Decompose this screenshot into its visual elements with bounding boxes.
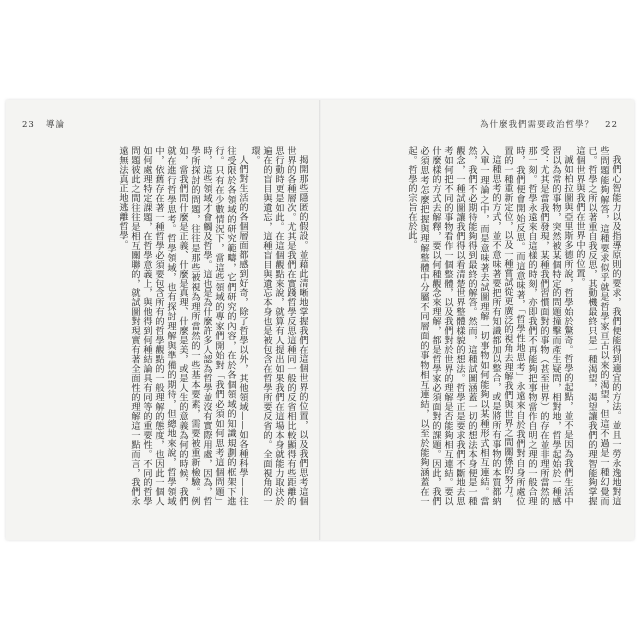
left-running-head xyxy=(22,118,65,130)
left-section-title: 導論 xyxy=(45,120,65,130)
left-page-body xyxy=(46,146,308,506)
book-spread xyxy=(6,100,634,540)
right-page-body xyxy=(351,146,621,506)
left-page-number: 23 xyxy=(22,120,35,130)
right-paragraph: 我們心智能力以及指導原則的要求，我們便能得到適宜的方法。並且一勞永逸地對這些問題能夠解答，這種要求似乎就是哲學家亘古以來的渴望，但這不過是一種幻覺而已。哲學之所以著重自我反思，其動機最終只是一種渴望，渴望讓我們的理智能夠掌握這個世界與我們在世界中的位置。 xyxy=(574,146,621,506)
right-running-head xyxy=(480,118,618,130)
left-paragraph: 人們對生活的各個層面都感到好奇，除了哲學以外，其他領域——如各種科學——往往受限於各領域的研究範疇，它們研究的內容，在於各個領域的知識規劃的框架下進行。只有在少數情況下，當這些領域的專家們開始對「我們必須如何思考這個問題」時，這些領域才會觸及哲學。這也是為什麼許多人認為哲學並沒有實際用處，因為，哲學所探討的問題，往往是那些被視為理所當然的一些基本要素，需要被重新檢驗。例如，當我們問什麼是正義、什麼是真理、什麼是美，或是人生的意義為何的時候，我們就在進行哲學思考。哲學領域，也有探討理解與準備的期待，但總地來說，哲學領域中，依舊存在著一種哲學必須要包含所有的哲學觀點的一般理解的態度，也因此一個人如何處理特定課題，在哲學意義上，與他得到何種結論具有同等的重要性。不同的哲學問題彼此之間往往是相互關聯的，就試圖對現實有著全面性的理解這一點而言，我們永遠無法真正地逃離哲學。 xyxy=(117,146,248,506)
left-paragraph: 揭開那些隱匿的假設。並藉此清晰地掌握我們在這個世界的位置，以及我們思考這個世界的各種層次。尤其是我們在實踐哲學反思這種同一般的反省相比較顯得有些距離的思行動時更是如此。在這個觀點來說，就算有人提出如果我們在這場本身就能力取決於遍在的盲目與遺忘，這種盲目與遺忘本身也是被包含在哲學所要反省的。全面視角的一環。 xyxy=(249,146,308,506)
book-gutter xyxy=(319,100,321,540)
right-paragraph: 這種思考的方式，並不意味著要把所有知識都加以整合，或是將所有事物的本質都納入單一理論之中，而是意味著去試圖理解一切事物如何能夠以某種形式相互連結。當然，我們不必期待能夠得到最終的解答。然而，這種試圖涵蓋一切的想法本身便是一種觀念，一種試圖讓我們得以看清楚世界整體樣貌的想法。哲學正是要求我們不斷地去思考如何把不同的事物看作一個整體，以及我們對於世界的理解是否能夠相互連結。要以什麼樣的方式去解釋，要以何種觀念來理解，都是哲學家必須面對的課題。因此，我們必須思考怎麼把握與理解整體中分屬不同層面的事物相互連結，以至於能夠涵蓋在一起。哲學的宗旨在於此。 xyxy=(406,146,501,506)
right-chapter-title: 為什麼我們需要政治哲學？ xyxy=(480,120,595,130)
right-paragraph: 誠如柏拉圖與亞里斯多德所說，哲學始於驚奇。哲學的起點，並不是因為我們生活中習以為常的事物，突然被某個特定的問題撞擊而產生疑問，相對地，哲學起始於一種感受：尤其是當我們發現，某種我們習慣面對的事物（甚至世界）的存在並非理所當然的那一刻。哲學永遠來自這樣的時刻，亦即我們不再能夠把事物當作自明之理的一般合理時，我們便會開始反思。而這意味著，「哲學性地思考」永遠來自於我們對自身所處位置的一種重新定位，以及一種嘗試從更廣泛的視角去理解我們與世界之間關係的努力。 xyxy=(502,146,573,506)
right-page-number: 22 xyxy=(605,120,618,130)
